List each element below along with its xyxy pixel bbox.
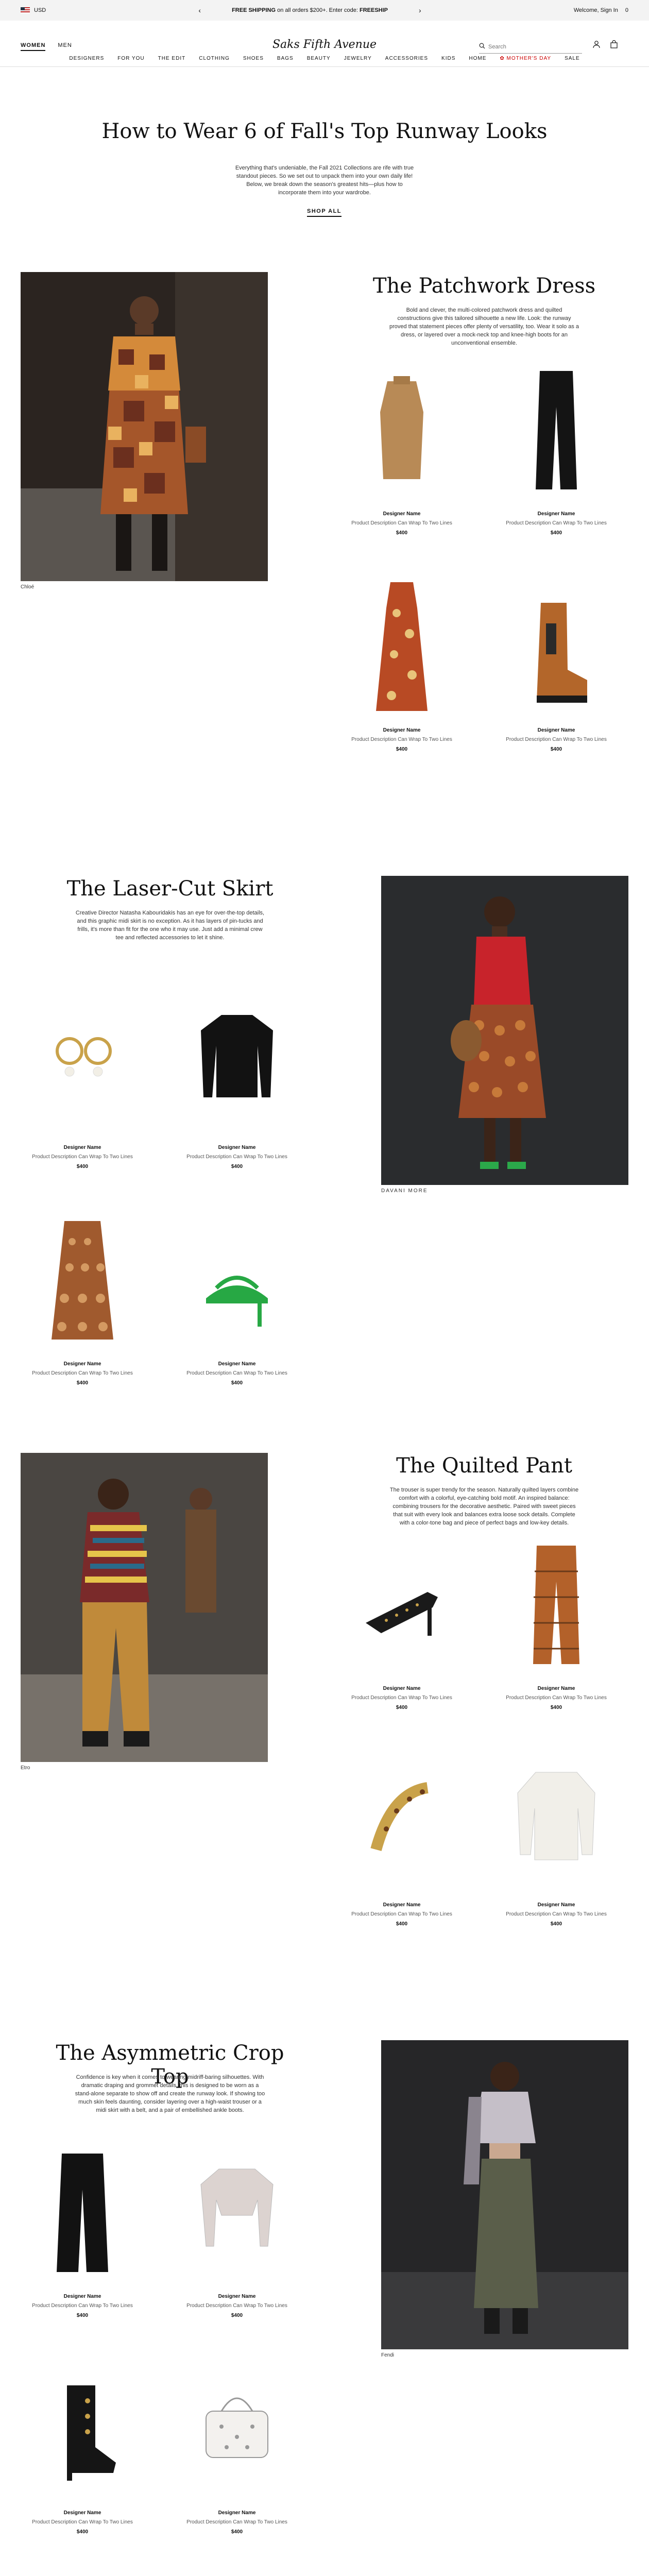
product-price: $400 [396, 1705, 408, 1710]
product-description: Product Description Can Wrap To Two Lines [506, 1695, 607, 1701]
nav-item-shoes[interactable]: SHOES [243, 55, 264, 61]
promo-next-arrow-icon[interactable]: › [419, 6, 421, 14]
product-card[interactable] [185, 2143, 288, 2318]
nav-item-mothers-day[interactable]: ✿ MOTHER'S DAY [500, 55, 552, 61]
product-description: Product Description Can Wrap To Two Lines [506, 1911, 607, 1917]
product-card[interactable] [31, 2143, 134, 2318]
product-image-sleeveless-top[interactable] [350, 361, 453, 500]
promo-prev-arrow-icon[interactable]: ‹ [198, 6, 201, 14]
shop-all-link-top[interactable]: SHOP ALL [307, 208, 341, 217]
section-title: The Laser-Cut Skirt [66, 877, 274, 901]
product-description: Product Description Can Wrap To Two Lines [32, 1370, 133, 1376]
product-price: $400 [76, 2313, 89, 2318]
currency-label: USD [34, 7, 46, 13]
product-price: $400 [396, 747, 408, 752]
product-price: $400 [396, 1921, 408, 1927]
nav-item-bags[interactable]: BAGS [277, 55, 294, 61]
section-title: The Quilted Pant [396, 1454, 572, 1478]
product-price: $400 [550, 1921, 562, 1927]
product-card[interactable] [505, 1752, 608, 1927]
product-image-chain-bracelet[interactable] [350, 1752, 453, 1891]
country-selector[interactable] [21, 7, 46, 13]
product-description: Product Description Can Wrap To Two Lines [351, 1911, 452, 1917]
product-description: Product Description Can Wrap To Two Lines [186, 1370, 287, 1376]
nav-item-accessories[interactable]: ACCESSORIES [385, 55, 429, 61]
product-card[interactable] [185, 2360, 288, 2535]
nav-item-kids[interactable]: KIDS [441, 55, 456, 61]
designer-name: Designer Name [537, 727, 575, 733]
product-image-studded-pump[interactable] [350, 1535, 453, 1674]
product-price: $400 [76, 2529, 89, 2535]
designer-name: Designer Name [537, 511, 575, 517]
product-description: Product Description Can Wrap To Two Lines [32, 1154, 133, 1160]
product-image-black-long-sleeve-top[interactable] [185, 994, 288, 1133]
section-text: Creative Director Natasha Kabouridakis has an eye for over-the-top details, and this graphic midi skirt is no exception. As it has layers of pin-tucks and frills, it's more than fit for the one who it may use. Just add a minimal crew tee and reflected accessories to let it shine. [75, 910, 265, 941]
product-price: $400 [231, 1380, 243, 1386]
product-card[interactable] [350, 577, 453, 752]
runway-photo-laser-cut[interactable] [381, 876, 628, 1185]
photo-caption: DAVANI MORE [381, 1188, 428, 1194]
product-price: $400 [550, 1705, 562, 1710]
product-description: Product Description Can Wrap To Two Lines [186, 1154, 287, 1160]
gender-tab-men[interactable]: MEN [58, 42, 72, 48]
designer-name: Designer Name [383, 1686, 421, 1691]
promo-bar [0, 0, 649, 21]
nav-item-jewelry[interactable]: JEWELRY [344, 55, 372, 61]
nav-item-designers[interactable]: DESIGNERS [69, 55, 105, 61]
bag-count[interactable]: 0 [625, 7, 628, 13]
designer-name: Designer Name [383, 511, 421, 517]
designer-name: Designer Name [63, 2294, 101, 2299]
product-price: $400 [396, 530, 408, 536]
section-text: The trouser is super trendy for the season. Naturally quilted layers combine comfort with a colorful, eye-catching bold motif. An inspired balance: combining trousers for the decorative aesthetic. Paired with sweet pieces that suit with every look and balances extra loose sock details. Complete with a color-tone bag and piece of perfect bags and low-key details. [389, 1487, 579, 1526]
product-card[interactable] [505, 577, 608, 752]
product-price: $400 [231, 2529, 243, 2535]
product-description: Product Description Can Wrap To Two Lines [506, 520, 607, 526]
product-description: Product Description Can Wrap To Two Lines [351, 1695, 452, 1701]
product-image-quilted-pant[interactable] [505, 1535, 608, 1674]
designer-name: Designer Name [218, 2510, 256, 2516]
page-title: How to Wear 6 of Fall's Top Runway Looks [101, 120, 548, 143]
photo-caption: Chloé [21, 584, 35, 590]
main-nav [0, 49, 649, 67]
runway-photo-patchwork[interactable] [21, 272, 268, 581]
product-card[interactable] [185, 994, 288, 1170]
product-price: $400 [231, 1164, 243, 1170]
product-description: Product Description Can Wrap To Two Lines [186, 2519, 287, 2525]
product-image-white-sweater[interactable] [505, 1752, 608, 1891]
section-title: The Asymmetric Crop Top [56, 2041, 284, 2089]
product-card[interactable] [505, 361, 608, 536]
designer-name: Designer Name [63, 2510, 101, 2516]
product-image-wide-leg-trousers[interactable] [31, 2143, 134, 2282]
promo-message: FREE SHIPPING on all orders $200+. Enter code: FREESHIP [232, 7, 388, 13]
nav-item-sale[interactable]: SALE [565, 55, 580, 61]
designer-name: Designer Name [537, 1686, 575, 1691]
section-title: The Patchwork Dress [372, 274, 596, 298]
product-price: $400 [231, 2313, 243, 2318]
product-card[interactable] [350, 361, 453, 536]
product-image-embellished-boot[interactable] [31, 2360, 134, 2499]
product-description: Product Description Can Wrap To Two Lines [186, 2303, 287, 2309]
product-image-logo-bag[interactable] [185, 2360, 288, 2499]
designer-name: Designer Name [537, 1902, 575, 1908]
product-card[interactable] [350, 1535, 453, 1710]
designer-name: Designer Name [218, 1361, 256, 1367]
product-image-green-sandal[interactable] [185, 1211, 288, 1350]
product-price: $400 [76, 1164, 89, 1170]
section-text: Confidence is key when it comes to wearing midriff-baring silhouettes. With dramatic draping and grommet details, this is designed to be worn as a stand-alone separate to show off and create the runway look. If showing too much skin feels daunting, consider layering over a high-waist trouser or a midi skirt with a belt, and a pair of embellished ankle boots. [75, 2074, 265, 2113]
section-text: Bold and clever, the multi-colored patchwork dress and quilted constructions give this tailored silhouette a new life. Look: the runway proved that statement pieces offer plenty of versatility, too. Wear it solo as a dress, or layered over a mock-neck top and knee-high boots for an unconventional ensemble. [389, 307, 579, 346]
product-card[interactable] [31, 2360, 134, 2535]
product-price: $400 [550, 747, 562, 752]
saks-logo[interactable]: Saks Fifth Avenue [272, 38, 377, 51]
product-image-chelsea-boot[interactable] [505, 577, 608, 716]
nav-item-for-you[interactable]: FOR YOU [117, 55, 145, 61]
us-flag-icon [21, 7, 30, 13]
product-description: Product Description Can Wrap To Two Lines [32, 2303, 133, 2309]
product-description: Product Description Can Wrap To Two Lines [351, 737, 452, 742]
search-input[interactable] [488, 44, 576, 50]
nav-item-beauty[interactable]: BEAUTY [306, 55, 331, 61]
nav-item-clothing[interactable]: CLOTHING [199, 55, 230, 61]
product-card[interactable] [505, 1535, 608, 1710]
designer-name: Designer Name [383, 727, 421, 733]
intro-text: Everything that's undeniable, the Fall 2021 Collections are rife with true standout pieces. So we set out to unpack them into your own daily life! Below, we break down the season's greatest hits—plus how to incorporate them into your wardrobe. [235, 165, 414, 196]
gift-icon: ✿ [500, 55, 507, 61]
photo-caption: Fendi [381, 2352, 395, 2358]
runway-photo-crop-top[interactable] [381, 2040, 628, 2349]
product-card[interactable] [31, 1211, 134, 1386]
product-price: $400 [550, 530, 562, 536]
product-card[interactable] [350, 1752, 453, 1927]
gender-tab-women[interactable]: WOMEN [21, 42, 45, 51]
photo-caption: Etro [21, 1765, 30, 1771]
designer-name: Designer Name [218, 1145, 256, 1150]
product-image-laser-cut-skirt[interactable] [31, 1211, 134, 1350]
designer-name: Designer Name [63, 1361, 101, 1367]
product-description: Product Description Can Wrap To Two Lines [506, 737, 607, 742]
designer-name: Designer Name [218, 2294, 256, 2299]
product-description: Product Description Can Wrap To Two Lines [32, 2519, 133, 2525]
designer-name: Designer Name [383, 1902, 421, 1908]
nav-item-the-edit[interactable]: THE EDIT [158, 55, 186, 61]
product-image-asymmetric-crop-top[interactable] [185, 2143, 288, 2282]
sign-in-link[interactable]: Welcome, Sign In [573, 7, 618, 13]
product-image-printed-maxi-dress[interactable] [350, 577, 453, 716]
runway-photo-quilted-pant[interactable] [21, 1453, 268, 1762]
product-price: $400 [76, 1380, 89, 1386]
product-image-black-trousers[interactable] [505, 361, 608, 500]
product-card[interactable] [31, 994, 134, 1170]
designer-name: Designer Name [63, 1145, 101, 1150]
product-card[interactable] [185, 1211, 288, 1386]
product-description: Product Description Can Wrap To Two Lines [351, 520, 452, 526]
product-image-hoop-earrings[interactable] [31, 994, 134, 1133]
nav-item-home[interactable]: HOME [469, 55, 487, 61]
